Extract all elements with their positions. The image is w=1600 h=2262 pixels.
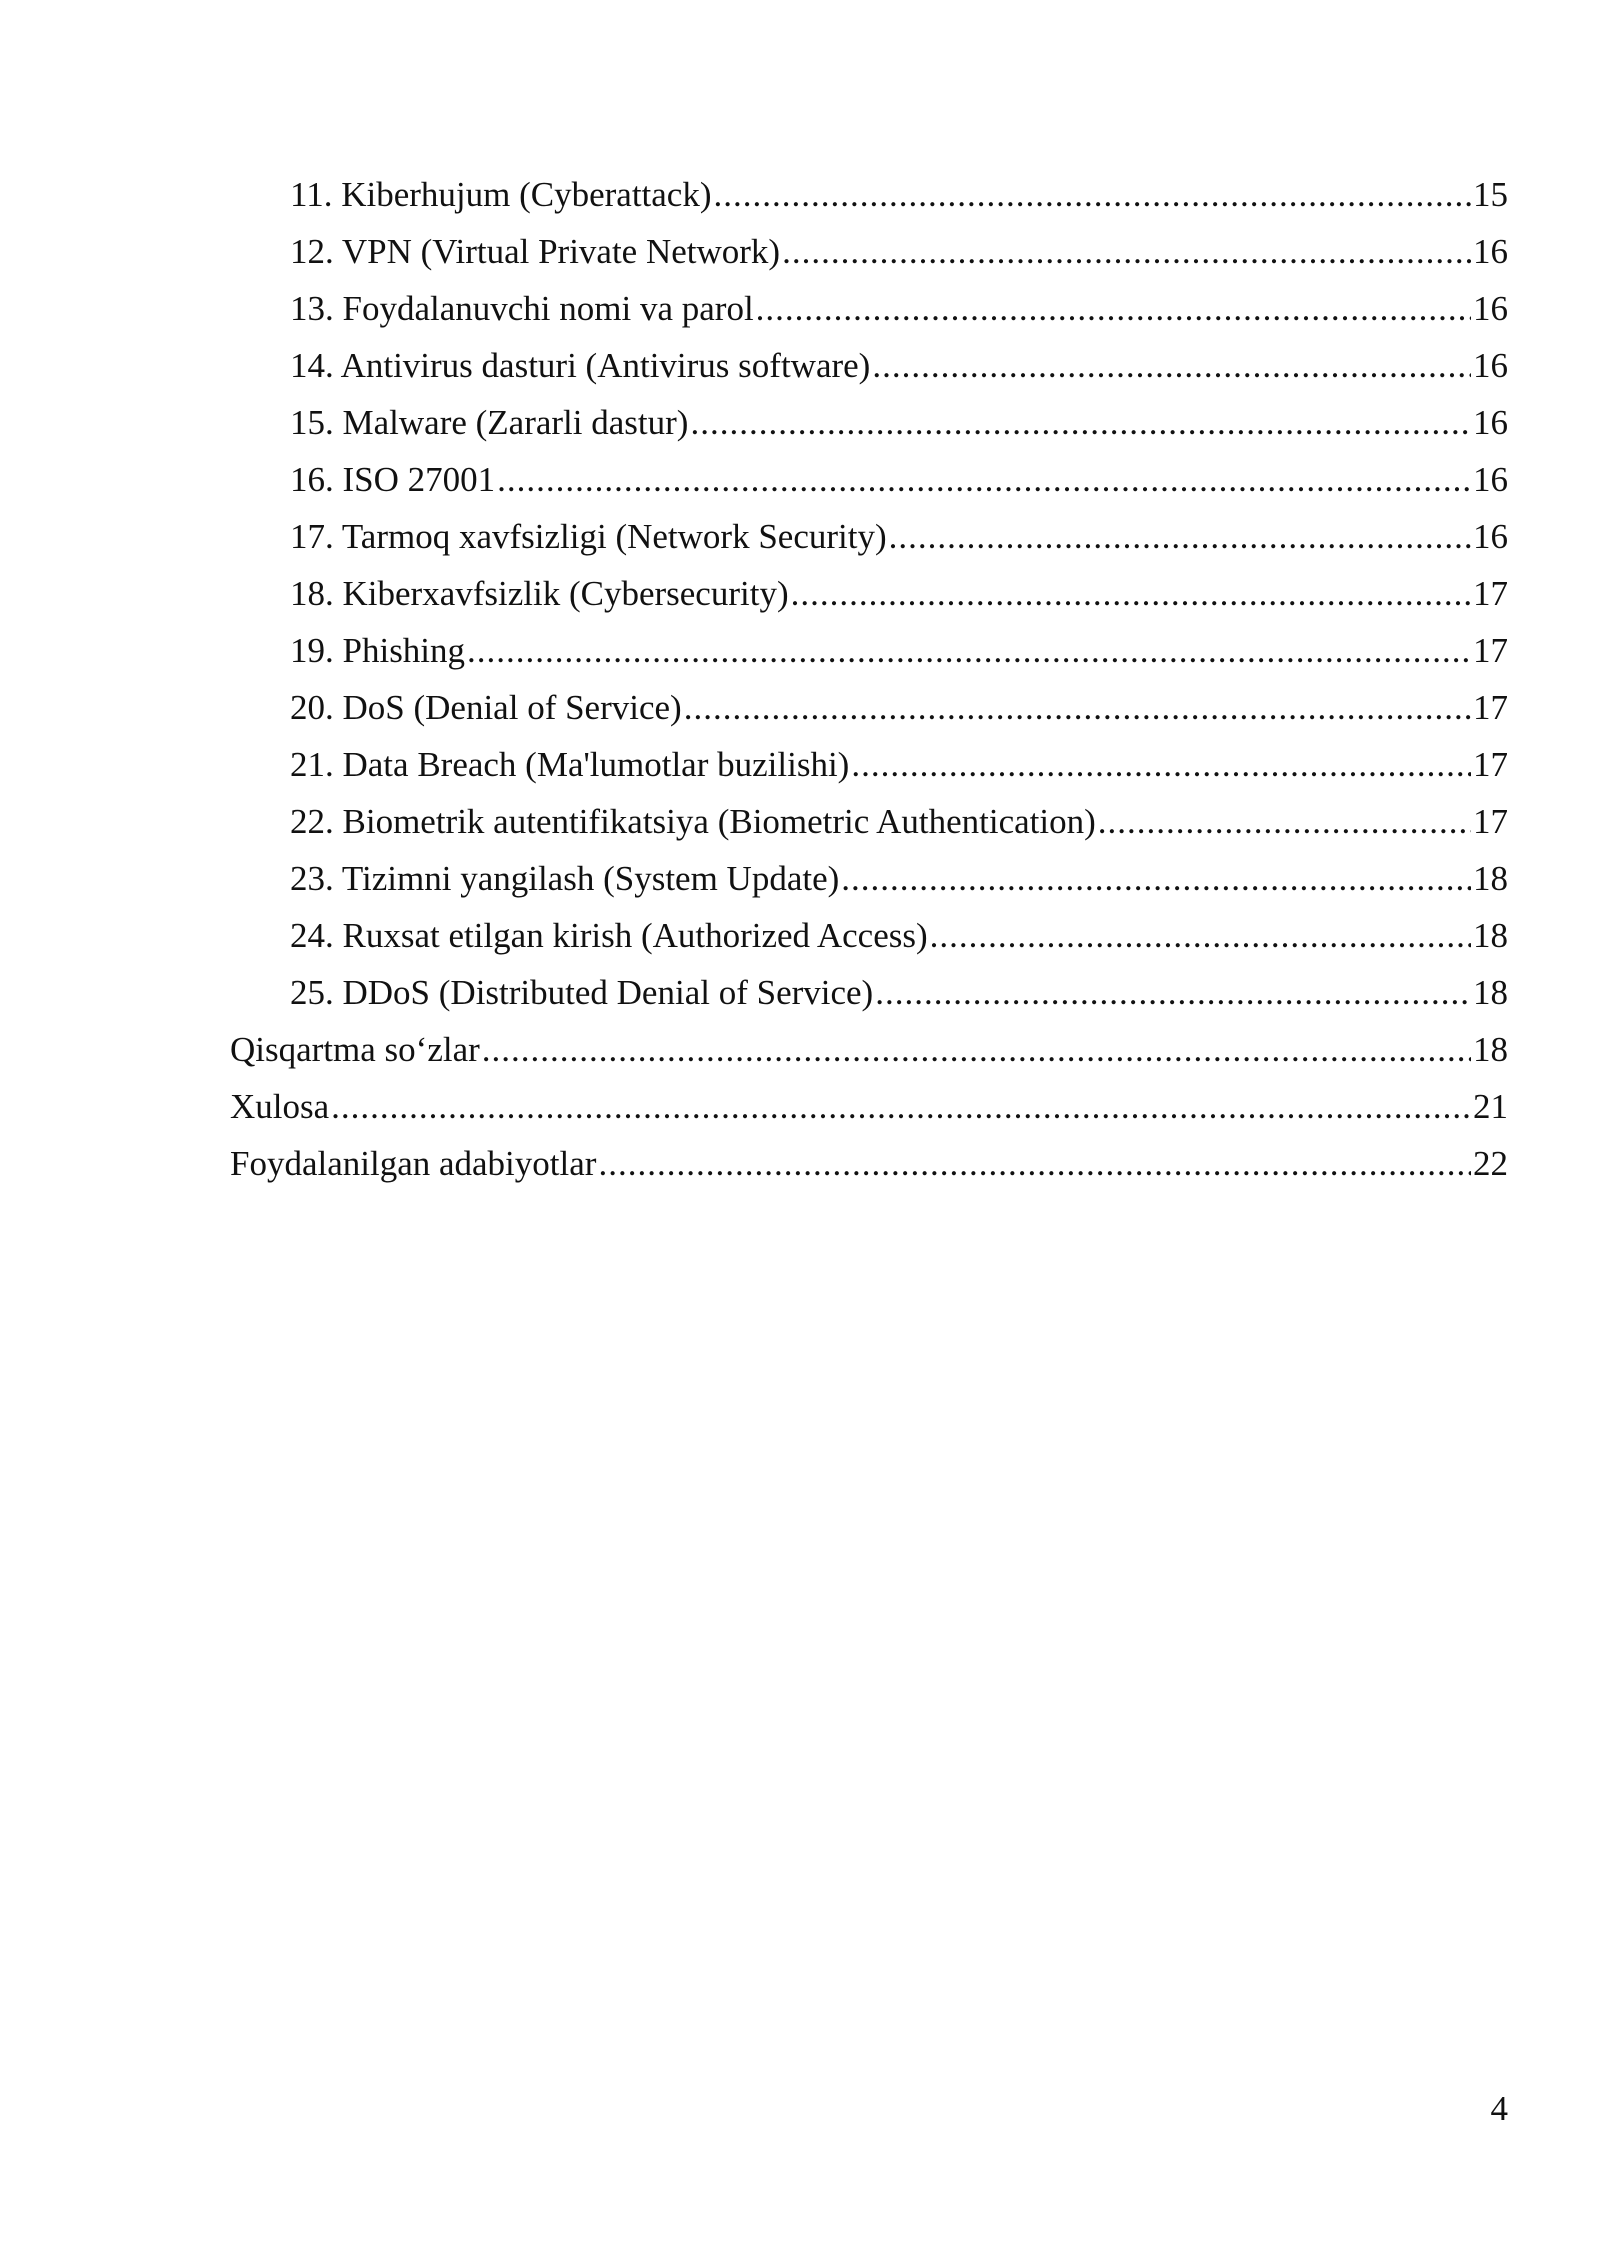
toc-entry[interactable] (230, 280, 1508, 337)
toc-entry-title: 21. Data Breach (Ma'lumotlar buzilishi) (290, 745, 850, 784)
toc-entry-page: 16 (1473, 517, 1508, 556)
toc-entry[interactable] (230, 736, 1508, 793)
toc-entry-page: 15 (1473, 175, 1508, 214)
toc-dot-leader (684, 679, 1471, 736)
table-of-contents (230, 166, 1508, 1192)
toc-entry[interactable] (230, 1135, 1508, 1192)
toc-entry-title: Qisqartma so‘zlar (230, 1030, 480, 1069)
toc-entry-title: Foydalanilgan adabiyotlar (230, 1144, 597, 1183)
toc-entry-page: 17 (1473, 631, 1508, 670)
toc-entry-title: 13. Foydalanuvchi nomi va parol (290, 289, 754, 328)
toc-dot-leader (467, 622, 1471, 679)
toc-entry-page: 16 (1473, 232, 1508, 271)
toc-entry-page: 16 (1473, 460, 1508, 499)
toc-entry[interactable] (230, 166, 1508, 223)
toc-entry-page: 16 (1473, 403, 1508, 442)
toc-dot-leader (889, 508, 1471, 565)
toc-dot-leader (482, 1021, 1471, 1078)
toc-entry-page: 18 (1473, 973, 1508, 1012)
toc-entry-title: 20. DoS (Denial of Service) (290, 688, 682, 727)
toc-entry-page: 16 (1473, 346, 1508, 385)
toc-entry[interactable] (230, 508, 1508, 565)
toc-entry-page: 22 (1473, 1144, 1508, 1183)
toc-dot-leader (598, 1135, 1471, 1192)
toc-entry-title: 15. Malware (Zararli dastur) (290, 403, 689, 442)
toc-entry[interactable] (230, 337, 1508, 394)
toc-entry-title: 12. VPN (Virtual Private Network) (290, 232, 781, 271)
toc-entry[interactable] (230, 907, 1508, 964)
toc-dot-leader (841, 850, 1471, 907)
toc-entry[interactable] (230, 850, 1508, 907)
toc-dot-leader (791, 565, 1471, 622)
toc-entry-page: 17 (1473, 688, 1508, 727)
toc-entry-title: 18. Kiberxavfsizlik (Cybersecurity) (290, 574, 789, 613)
toc-dot-leader (714, 166, 1472, 223)
toc-entry[interactable] (230, 394, 1508, 451)
toc-dot-leader (851, 736, 1471, 793)
toc-entry-page: 21 (1473, 1087, 1508, 1126)
toc-dot-leader (497, 451, 1471, 508)
toc-entry-page: 17 (1473, 802, 1508, 841)
toc-entry-page: 18 (1473, 859, 1508, 898)
toc-entry-page: 18 (1473, 1030, 1508, 1069)
toc-entry[interactable] (230, 1021, 1508, 1078)
toc-entry-title: 11. Kiberhujum (Cyberattack) (290, 175, 712, 214)
toc-dot-leader (875, 964, 1471, 1021)
toc-entry-page: 18 (1473, 916, 1508, 955)
toc-entry[interactable] (230, 679, 1508, 736)
toc-dot-leader (690, 394, 1471, 451)
toc-entry-title: 16. ISO 27001 (290, 460, 496, 499)
toc-entry-title: 22. Biometrik autentifikatsiya (Biometric Authentication) (290, 802, 1096, 841)
toc-entry[interactable] (230, 964, 1508, 1021)
toc-dot-leader (331, 1078, 1471, 1135)
toc-entry[interactable] (230, 451, 1508, 508)
toc-dot-leader (1098, 793, 1471, 850)
toc-entry[interactable] (230, 622, 1508, 679)
page-number: 4 (1490, 2089, 1508, 2128)
toc-dot-leader (872, 337, 1471, 394)
toc-dot-leader (782, 223, 1471, 280)
toc-entry[interactable] (230, 1078, 1508, 1135)
toc-entry-title: 14. Antivirus dasturi (Antivirus software) (290, 346, 871, 385)
toc-entry-page: 17 (1473, 745, 1508, 784)
toc-entry[interactable] (230, 793, 1508, 850)
toc-entry[interactable] (230, 565, 1508, 622)
toc-entry-page: 16 (1473, 289, 1508, 328)
toc-dot-leader (930, 907, 1471, 964)
toc-dot-leader (756, 280, 1471, 337)
toc-entry-title: 17. Tarmoq xavfsizligi (Network Security) (290, 517, 887, 556)
toc-entry-title: 23. Tizimni yangilash (System Update) (290, 859, 840, 898)
toc-entry-title: Xulosa (230, 1087, 330, 1126)
toc-entry-title: 24. Ruxsat etilgan kirish (Authorized Access) (290, 916, 928, 955)
toc-entry-title: 19. Phishing (290, 631, 466, 670)
toc-entry[interactable] (230, 223, 1508, 280)
toc-entry-title: 25. DDoS (Distributed Denial of Service) (290, 973, 874, 1012)
toc-entry-page: 17 (1473, 574, 1508, 613)
